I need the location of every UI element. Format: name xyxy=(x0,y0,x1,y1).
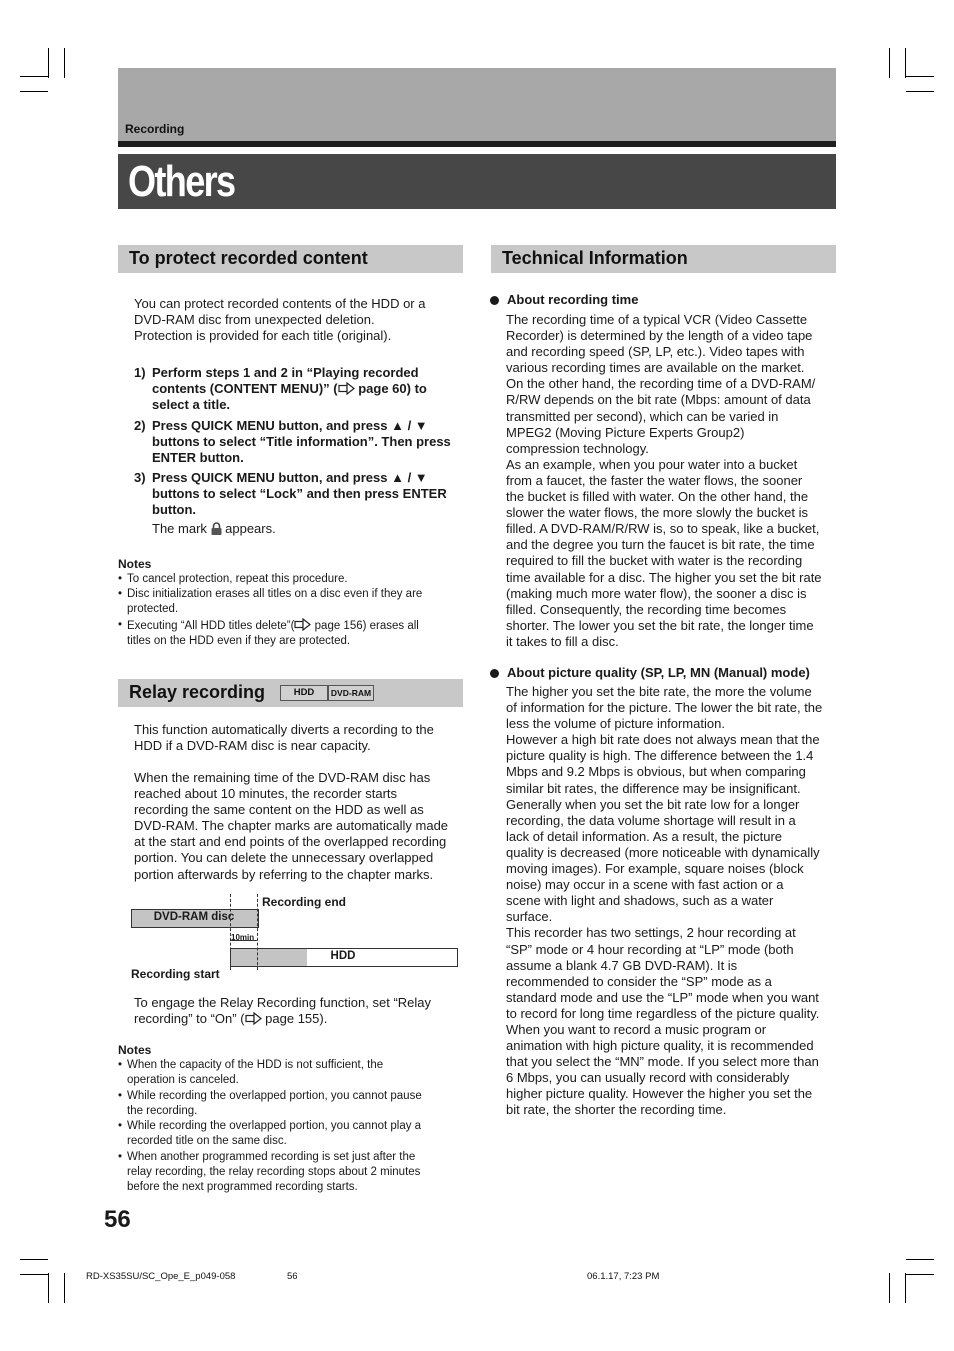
crop-mark xyxy=(20,91,48,92)
body-line: Mbps and 9.2 Mbps is obvious, but when comparing xyxy=(506,764,806,780)
recording-end-marker xyxy=(257,894,258,970)
relay-line: recording the same content on the HDD as well as xyxy=(134,802,424,818)
body-line: and recording speed (SP, LP, etc.). Video tapes with xyxy=(506,344,805,360)
step-line: buttons to select “Title information”. Then press xyxy=(152,434,451,450)
body-line: filled. A DVD-RAM/R/RW is, so to speak, like a bucket, xyxy=(506,521,820,537)
note-item xyxy=(118,1089,463,1119)
note-item xyxy=(118,587,463,617)
note-line: relay recording, the relay recording stops about 2 minutes xyxy=(127,1166,421,1179)
step-line: ENTER button. xyxy=(152,450,244,466)
note-bullet: • xyxy=(118,619,123,631)
body-line: quality is decreased (more noticeable with dynamically xyxy=(506,844,820,860)
step-number: 2) xyxy=(134,418,146,433)
protect-heading-text: To protect recorded content xyxy=(129,248,368,268)
note-bullet: • xyxy=(118,1151,123,1163)
protect-step-1 xyxy=(134,365,474,415)
crop-mark xyxy=(64,48,65,78)
note-line: When the capacity of the HDD is not sufficient, the xyxy=(127,1059,384,1071)
relay-line: DVD-RAM. The chapter marks are automatically made xyxy=(134,818,449,834)
note-bullet: • xyxy=(118,1090,123,1102)
body-line: standard mode and use the “LP” mode when you want xyxy=(506,989,819,1005)
body-line: 6 Mbps, you can usually record with considerably xyxy=(506,1070,790,1086)
note-item xyxy=(118,1058,463,1088)
note-item xyxy=(118,618,463,648)
note-line: titles on the HDD even if they are protected. xyxy=(127,635,351,648)
relay-line: This function automatically diverts a recording to the xyxy=(134,722,434,737)
body-line: that you select the “MN” mode. If you select more than xyxy=(506,1054,819,1070)
body-line: noise) may occur in a scene with fast action or a xyxy=(506,877,784,893)
step-line: page 60) to xyxy=(354,381,427,397)
body-line: “SP” mode or 4 hour recording at “LP” mode (both xyxy=(506,941,794,957)
crop-mark xyxy=(20,76,48,77)
body-line: the bucket is filled with water. On the other hand, the xyxy=(506,489,809,505)
relay-para-2 xyxy=(134,770,469,883)
technical-section-heading xyxy=(491,245,836,273)
body-line: The higher you set the bite rate, the more the volume xyxy=(506,684,812,699)
crop-mark xyxy=(20,1274,48,1275)
crop-mark xyxy=(905,1273,906,1303)
step-number: 3) xyxy=(134,470,146,485)
relay-engage-line: To engage the Relay Recording function, set “Relay xyxy=(134,995,432,1010)
body-line: similar bit rates, the difference may be insignificant. xyxy=(506,780,801,796)
relay-line: When the remaining time of the DVD-RAM disc has xyxy=(134,770,431,785)
body-line: Recorder) is determined by the length of a video tape xyxy=(506,328,813,344)
note-line: To cancel protection, repeat this procedure. xyxy=(127,573,348,585)
lock-mark-post: appears. xyxy=(221,521,276,536)
protect-step-3 xyxy=(134,470,474,520)
body-line: compression technology. xyxy=(506,440,649,456)
body-line: shorter. The lower you set the bit rate, the longer time xyxy=(506,617,814,633)
body-line: The recording time of a typical VCR (Video Cassette xyxy=(506,312,808,327)
footer-page: 56 xyxy=(287,1271,298,1282)
note-line: When another programmed recording is set just after the xyxy=(127,1151,416,1163)
relay-line: at the start and end points of the overlapped recording xyxy=(134,834,447,850)
recording-time-body xyxy=(506,312,841,650)
note-line: Executing “All HDD titles delete”( xyxy=(127,620,295,632)
body-line: less the volume of picture information. xyxy=(506,716,725,732)
body-line: animation with high picture quality, it is recommended xyxy=(506,1038,814,1054)
header-band xyxy=(118,68,836,141)
relay-line: portion. You can delete the unnecessary overlapped xyxy=(134,850,434,866)
protect-intro-line: DVD-RAM disc from unexpected deletion. xyxy=(134,312,375,328)
relay-engage-line: page 155). xyxy=(261,1011,328,1027)
lock-mark-line xyxy=(152,521,452,537)
body-line: slower the water flows, the more slowly the bucket is xyxy=(506,505,809,521)
step-line: Press QUICK MENU button, and press ▲ / ▼ xyxy=(152,470,428,485)
note-line: before the next programmed recording starts. xyxy=(127,1181,358,1194)
page-number: 56 xyxy=(104,1206,131,1233)
body-line: recording, the data volume shortage will result in a xyxy=(506,812,796,828)
footer-date: 06.1.17, 7:23 PM xyxy=(587,1271,660,1282)
note-item xyxy=(118,1150,463,1196)
note-item xyxy=(118,572,463,587)
note-bullet: • xyxy=(118,1059,123,1071)
step-number: 1) xyxy=(134,365,146,380)
relay-para-1 xyxy=(134,722,469,754)
relay-engage-line: recording” to “On” ( xyxy=(134,1011,245,1027)
hdd-bar-label: HDD xyxy=(330,950,356,962)
body-line: recommended to consider the “SP” mode as a xyxy=(506,973,772,989)
page-ref-arrow-icon xyxy=(338,382,355,395)
hdd-overlap-fill xyxy=(231,949,307,966)
body-line: and the degree you turn the faucet is bit rate, the time xyxy=(506,537,815,553)
body-line: This recorder has two settings, 2 hour recording at xyxy=(506,925,796,941)
protect-section-heading xyxy=(118,245,463,273)
body-line: Generally when you set the bit rate low for a longer xyxy=(506,796,800,812)
picture-quality-body xyxy=(506,684,841,1119)
relay-diagram xyxy=(118,890,463,985)
protect-step-2 xyxy=(134,418,474,468)
crop-mark xyxy=(48,48,49,78)
body-line: MPEG2 (Moving Picture Experts Group2) xyxy=(506,424,745,440)
body-line: from a faucet, the faster the water flows, the sooner xyxy=(506,472,803,488)
hdd-badge: HDD xyxy=(280,685,328,701)
body-line: However a high bit rate does not always mean that the xyxy=(506,732,820,748)
note-bullet: • xyxy=(118,588,123,600)
bullet-icon xyxy=(490,669,499,678)
page-ref-arrow-icon xyxy=(245,1012,262,1025)
note-line: operation is canceled. xyxy=(127,1074,239,1087)
body-line: higher picture quality. However the higher you set the xyxy=(506,1086,813,1102)
body-line: filled. Consequently, the recording time becomes xyxy=(506,601,787,617)
note-bullet: • xyxy=(118,1120,123,1132)
body-line: When you want to record a music program or xyxy=(506,1021,767,1037)
step-line: Perform steps 1 and 2 in “Playing recorded xyxy=(152,365,419,380)
note-line: Disc initialization erases all titles on a disc even if they are xyxy=(127,588,423,600)
technical-heading-text: Technical Information xyxy=(502,248,688,268)
crop-mark xyxy=(48,1273,49,1303)
body-line: lack of detail information. As a result, the picture xyxy=(506,828,783,844)
dvd-ram-disc-label: DVD-RAM disc xyxy=(153,911,235,923)
crop-mark xyxy=(20,1259,48,1260)
step-line: button. xyxy=(152,502,197,518)
recording-end-label: Recording end xyxy=(262,895,347,909)
body-line: (making much more water flow), the sooner a disc is xyxy=(506,585,807,601)
relay-heading-text: Relay recording xyxy=(129,682,266,702)
protect-notes-heading: Notes xyxy=(118,557,152,571)
page-title: Others xyxy=(128,157,235,206)
recording-time-heading: About recording time xyxy=(507,292,639,307)
crop-mark xyxy=(906,1259,934,1260)
note-line: recorded title on the same disc. xyxy=(127,1135,287,1148)
body-line: assume a blank 4.7 GB DVD-RAM). It is xyxy=(506,957,738,973)
body-line: various recording times are available on the market. xyxy=(506,360,805,376)
bullet-icon xyxy=(490,296,499,305)
crop-mark xyxy=(906,1274,934,1275)
crop-mark xyxy=(905,48,906,78)
lock-icon xyxy=(211,522,222,535)
step-line: buttons to select “Lock” and then press ENTER xyxy=(152,486,447,502)
body-line: required to fill the bucket with water is the recording xyxy=(506,553,803,569)
note-bullet: • xyxy=(118,573,123,585)
body-line: R/RW depends on the bit rate (Mbps: amount of data xyxy=(506,392,811,408)
protect-intro-line: Protection is provided for each title (original). xyxy=(134,328,392,344)
body-line: On the other hand, the recording time of a DVD-RAM/ xyxy=(506,376,816,392)
body-line: scene with light and shadows, such as a water xyxy=(506,893,774,909)
body-line: As an example, when you pour water into a bucket xyxy=(506,456,798,472)
relay-notes-heading: Notes xyxy=(118,1043,152,1057)
recording-start-marker xyxy=(230,894,231,970)
relay-section-heading xyxy=(118,679,463,707)
body-line: surface. xyxy=(506,909,553,925)
body-line: bit rate, the shorter the recording time. xyxy=(506,1102,727,1118)
page-ref-arrow-icon xyxy=(294,618,311,631)
step-line: Press QUICK MENU button, and press ▲ / ▼ xyxy=(152,418,428,433)
relay-line: HDD if a DVD-RAM disc is near capacity. xyxy=(134,738,371,754)
note-line: While recording the overlapped portion, you cannot pause xyxy=(127,1090,422,1102)
step-line: select a title. xyxy=(152,397,231,413)
relay-line: portion afterwards by referring to the chapter marks. xyxy=(134,866,434,882)
body-line: transmitted per second), which can be varied in xyxy=(506,408,779,424)
protect-intro xyxy=(134,296,464,344)
step-line: contents (CONTENT MENU)” ( xyxy=(152,381,338,397)
body-line: picture quality is high. The difference between the 1.4 xyxy=(506,748,814,764)
crop-mark xyxy=(906,76,934,77)
ten-min-label: 10min xyxy=(231,933,255,942)
protect-intro-line: You can protect recorded contents of the HDD or a xyxy=(134,296,426,311)
body-line: of information for the picture. The lower the bit rate, the xyxy=(506,700,823,716)
crop-mark xyxy=(906,91,934,92)
dvd-ram-badge: DVD-RAM xyxy=(328,685,374,701)
footer-file: RD-XS35SU/SC_Ope_E_p049-058 xyxy=(86,1271,236,1282)
note-line: protected. xyxy=(127,603,179,616)
section-tag: Recording xyxy=(125,122,185,136)
body-line: moving images). For example, square noises (block xyxy=(506,861,804,877)
note-line: While recording the overlapped portion, you cannot play a xyxy=(127,1120,422,1132)
picture-quality-heading: About picture quality (SP, LP, MN (Manual) mode) xyxy=(507,665,810,680)
body-line: it takes to fill a disc. xyxy=(506,633,619,649)
note-line: the recording. xyxy=(127,1105,198,1118)
body-line: time available for a disc. The higher you set the bit rate xyxy=(506,569,822,585)
crop-mark xyxy=(889,1273,890,1303)
recording-start-label: Recording start xyxy=(131,967,220,981)
note-item xyxy=(118,1119,463,1149)
body-line: to record for long time regardless of the picture quality. xyxy=(506,1005,820,1021)
note-line: page 156) erases all xyxy=(311,620,419,632)
relay-line: reached about 10 minutes, the recorder starts xyxy=(134,786,398,802)
crop-mark xyxy=(64,1273,65,1303)
header-rule xyxy=(118,141,836,147)
relay-engage xyxy=(134,995,469,1027)
lock-mark-pre: The mark xyxy=(152,521,211,536)
crop-mark xyxy=(889,48,890,78)
